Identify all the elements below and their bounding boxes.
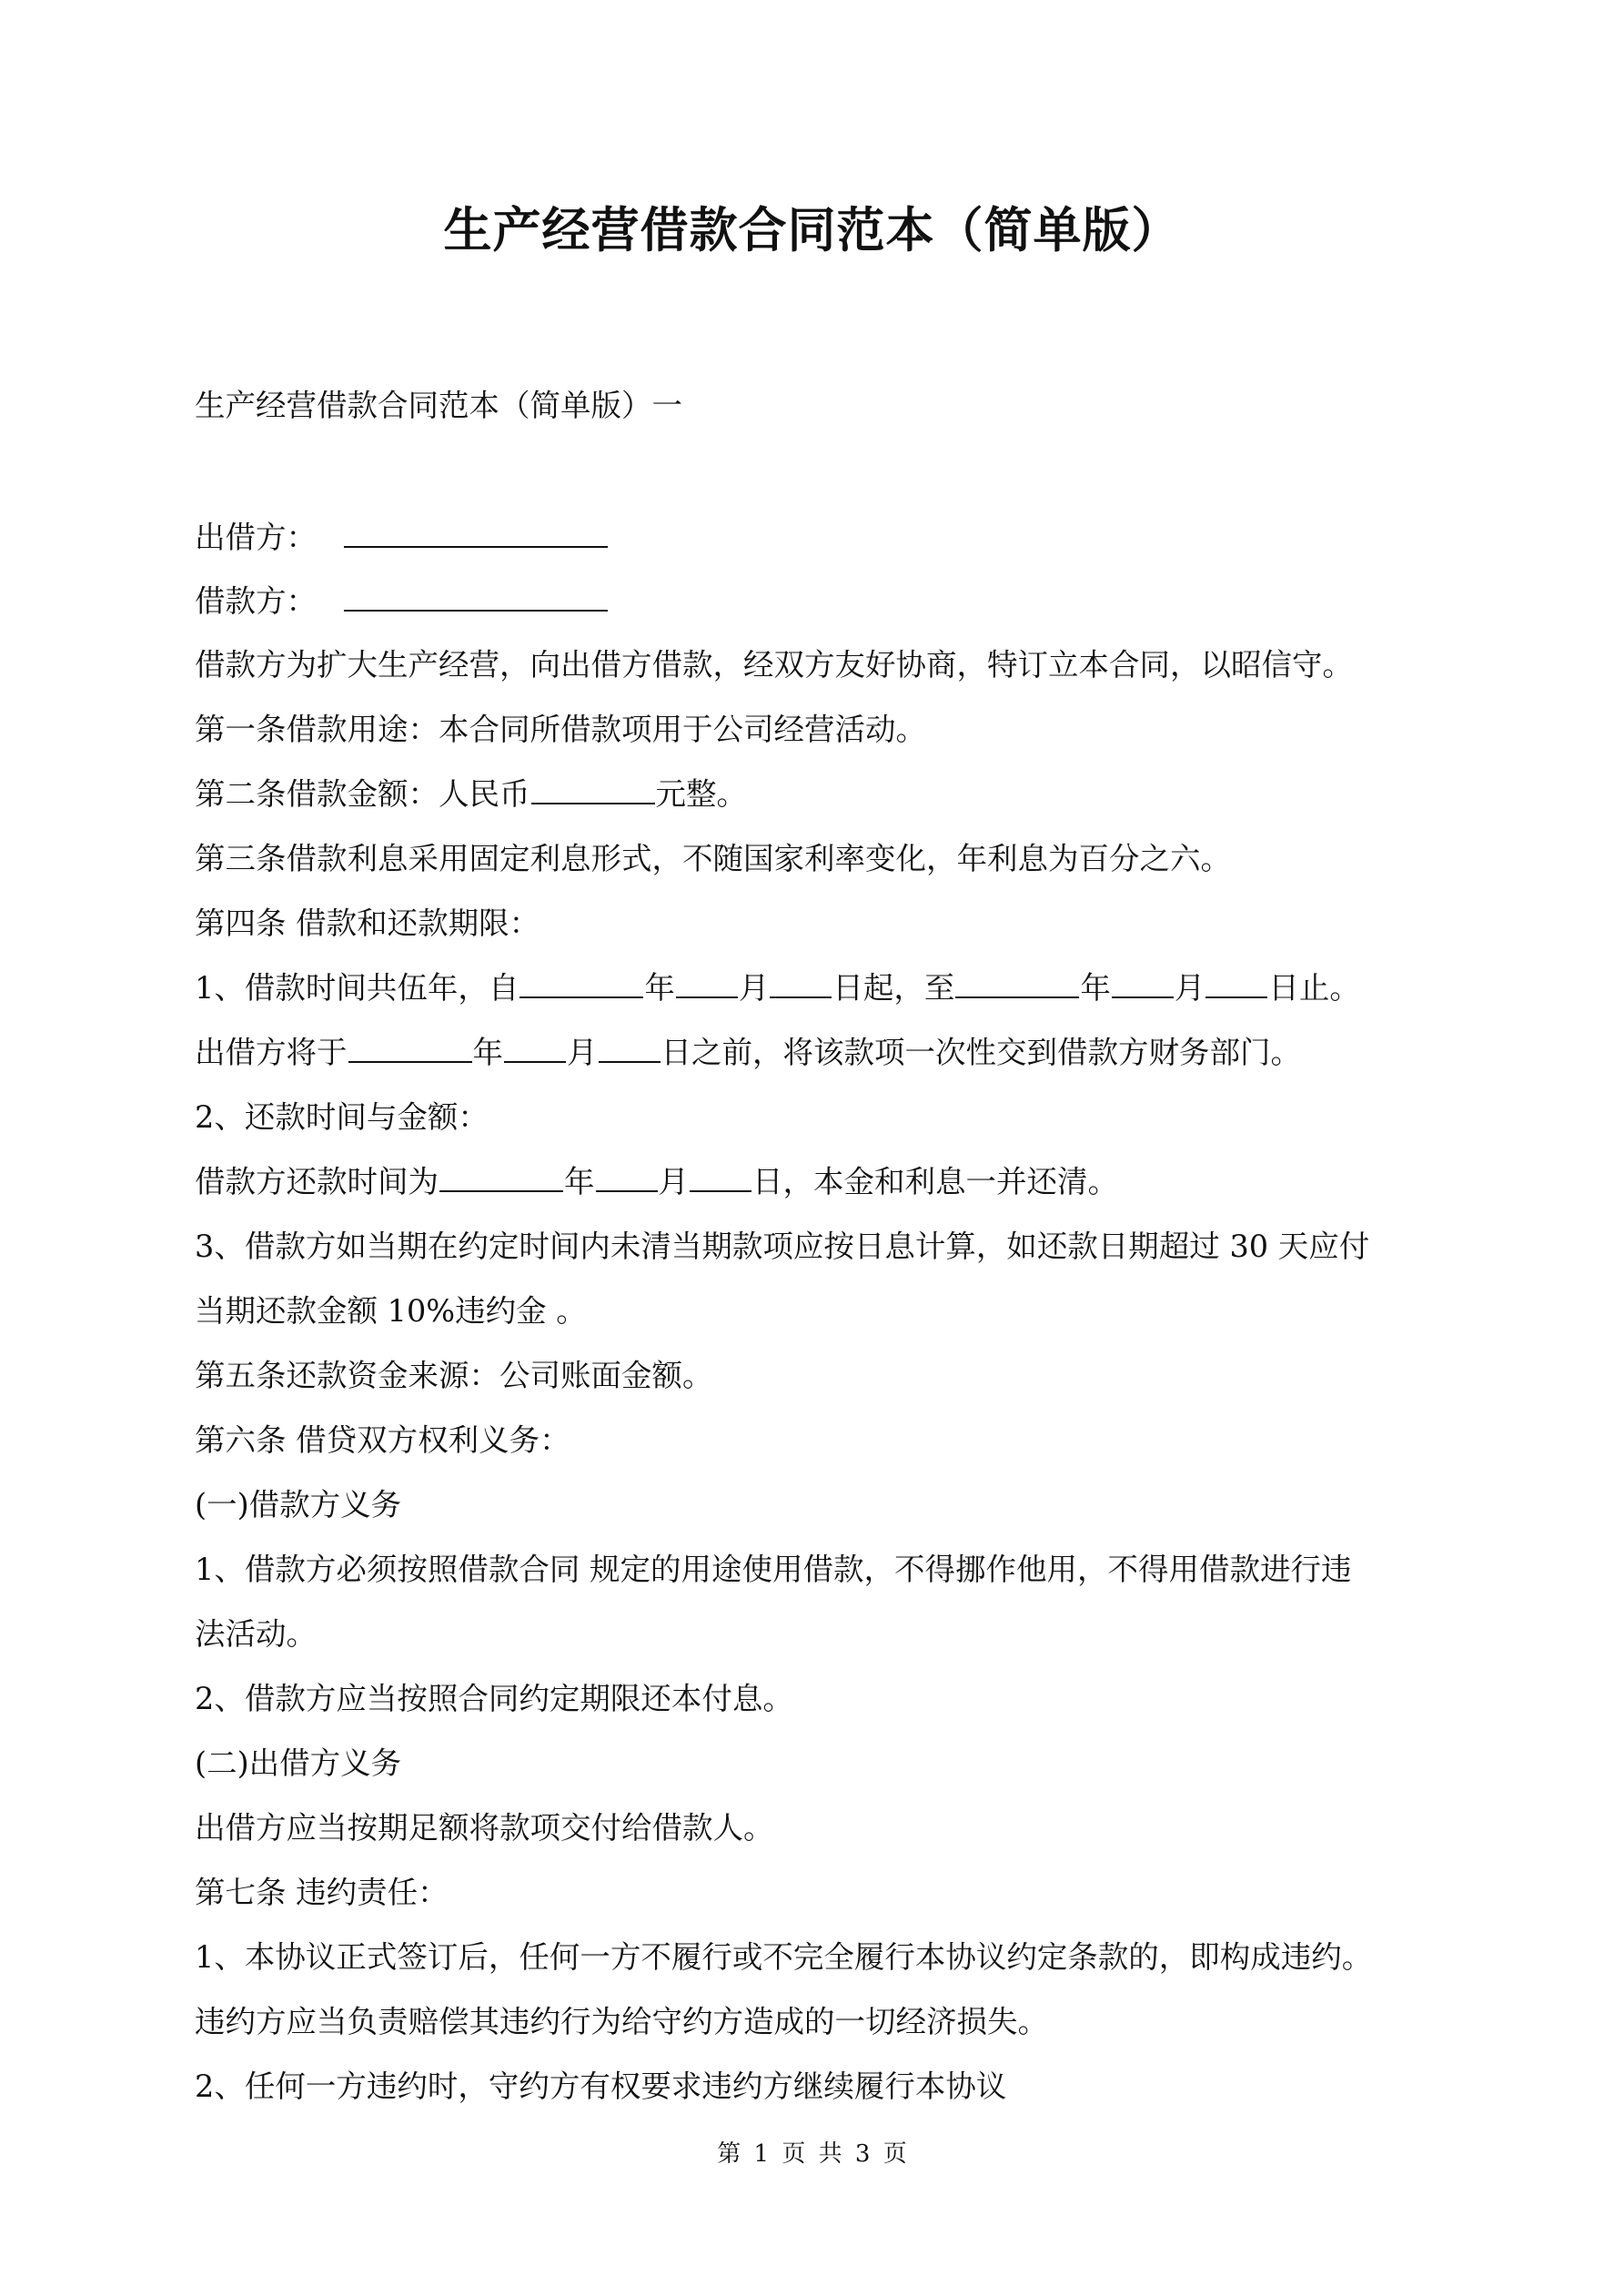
article-7: 第七条 违约责任： [195,1875,449,1910]
year-label: 年 [644,970,675,1006]
start-year-blank [519,969,643,998]
transfer-month-blank [504,1034,566,1063]
transfer-suffix: 日之前，将该款项一次性交到借款方财务部门。 [661,1035,1301,1070]
repay-day-blank [690,1163,751,1192]
year-label: 年 [564,1164,595,1199]
article-6: 第六条 借贷双方权利义务： [195,1422,570,1458]
lender-line [195,518,609,558]
article-1: 第一条借款用途：本合同所借款项用于公司经营活动。 [195,712,926,747]
article-6-2-item-1: 出借方应当按期足额将款项交付给借款人。 [195,1810,774,1846]
month-label: 月 [567,1035,598,1070]
article-6-1-item-1: 1、借款方必须按照借款合同 规定的用途使用借款，不得挪作他用，不得用借款进行违 [195,1552,1352,1587]
section-subtitle: 生产经营借款合同范本（简单版）一 [195,388,682,423]
intro-paragraph: 借款方为扩大生产经营，向出借方借款，经双方友好协商，特订立本合同，以昭信守。 [195,647,1353,683]
year-label: 年 [1080,970,1111,1006]
article-6-section-2: (二)出借方义务 [195,1745,402,1781]
month-label: 月 [738,970,770,1006]
article-7-item-1: 1、本协议正式签订后，任何一方不履行或不完全履行本协议约定条款的，即构成违约。 [195,1939,1373,1975]
end-year-blank [955,969,1079,998]
page-number-footer: 第 1 页 共 3 页 [717,2140,907,2168]
lender-label: 出借方： [195,520,317,555]
loan-period-text: 1、借款时间共伍年，自 [195,970,519,1006]
transfer-year-blank [348,1034,472,1063]
document-title: 生产经营借款合同范本（简单版） [443,202,1181,258]
borrower-line [195,582,609,622]
repay-text: 借款方还款时间为 [195,1164,439,1199]
article-4-item-2: 2、还款时间与金额： [195,1099,489,1135]
article-4-item-3-cont: 当期还款金额 10%违约金 。 [195,1293,587,1329]
article-4-item-2-repay [195,1162,1118,1202]
article-5: 第五条还款资金来源：公司账面金额。 [195,1358,713,1393]
transfer-day-blank [599,1034,661,1063]
article-4-item-1 [195,968,1360,1008]
year-label: 年 [472,1035,503,1070]
end-month-blank [1112,969,1174,998]
article-6-1-item-2: 2、借款方应当按照合同约定期限还本付息。 [195,1681,793,1716]
start-day-blank [770,969,832,998]
month-label: 月 [1174,970,1205,1006]
article-2-text: 第二条借款金额：人民币 [195,776,530,812]
amount-blank [531,775,655,804]
month-label: 月 [658,1164,689,1199]
article-6-section-1: (一)借款方义务 [195,1487,402,1522]
article-6-1-item-1-cont: 法活动。 [195,1616,317,1652]
start-month-blank [676,969,738,998]
repay-year-blank [439,1163,563,1192]
borrower-label: 借款方： [195,583,317,619]
article-3: 第三条借款利息采用固定利息形式，不随国家利率变化，年利息为百分之六。 [195,841,1231,876]
article-4: 第四条 借款和还款期限： [195,905,540,941]
lender-blank [344,519,608,548]
article-2 [195,774,747,814]
transfer-text: 出借方将于 [195,1035,348,1070]
article-4-item-3: 3、借款方如当期在约定时间内未清当期款项应按日息计算，如还款日期超过 30 天应付 [195,1229,1370,1264]
article-2-suffix: 元整。 [655,776,747,812]
borrower-blank [344,582,608,612]
end-day-blank [1205,969,1267,998]
article-4-item-1-transfer [195,1033,1301,1073]
day-label: 日起，至 [832,970,955,1006]
repay-suffix: 日，本金和利息一并还清。 [752,1164,1118,1199]
repay-month-blank [596,1163,658,1192]
article-7-item-2: 2、任何一方违约时，守约方有权要求违约方继续履行本协议 [195,2068,1007,2104]
article-7-item-1-cont: 违约方应当负责赔偿其违约行为给守约方造成的一切经济损失。 [195,2004,1048,2039]
day-label: 日止。 [1268,970,1360,1006]
